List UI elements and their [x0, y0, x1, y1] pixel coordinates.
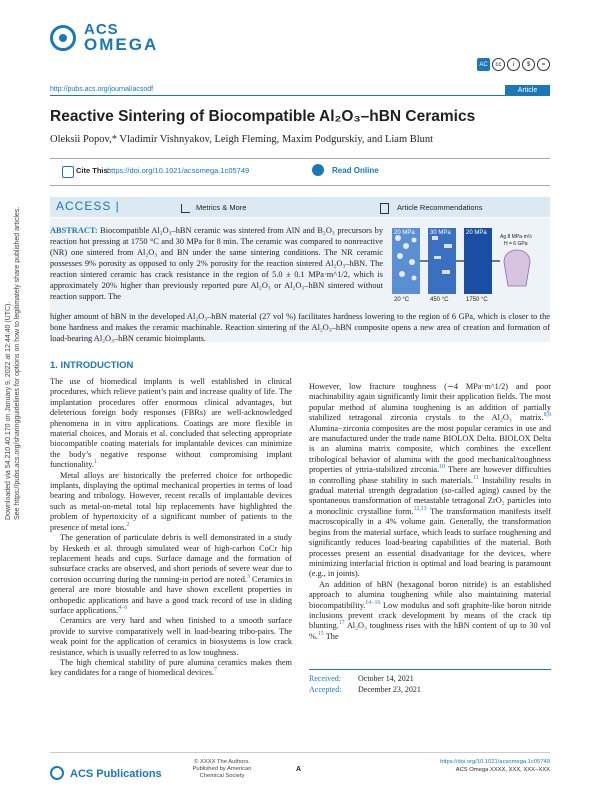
toc-label-5: 1750 °C: [466, 297, 488, 303]
cc-nd-icon[interactable]: =: [537, 58, 550, 71]
citation-link[interactable]: 2: [126, 521, 130, 528]
journal-url-link[interactable]: http://pubs.acs.org/journal/acsodf: [50, 86, 154, 93]
citation-link[interactable]: 3: [246, 573, 250, 580]
metrics-link[interactable]: Metrics & More: [196, 203, 247, 212]
citation-link[interactable]: 15: [318, 630, 324, 637]
footer-divider: [50, 752, 550, 753]
header-divider: [50, 95, 550, 96]
abstract-body-1: Biocompatible Al₂O₃–hBN ceramic was sintered from AlN and B₂O₃ precursors by reaction hot pressing at 1750 °C and 30 MPa for 8 min. The ceramic was compared to nonreactive (NR) one sintered from Al₂O₃ and BN under the same sintering conditions. The NR ceramic possesses 9% porosity as opposed to only 2% porosity for the reaction sintered Al₂O₃–hBN. The reaction sintered ceramic has crack resistance in the region of 5.0 ± 0.1 MPa·m^1/2, which is approximately 20% higher than previously reported pure Al₂O₃ or Al₂O₃–hBN sintered without reaction support. The: [50, 226, 383, 302]
cite-icon: [62, 166, 74, 178]
download-note: [4, 207, 22, 520]
doi-link[interactable]: https://doi.org/10.1021/acsomega.1c05749: [107, 166, 250, 175]
citation-link[interactable]: 8,9: [543, 412, 551, 419]
cite-label: Cite This:: [76, 166, 111, 175]
acs-publications-logo[interactable]: ACS Publications: [70, 768, 162, 780]
read-online-link[interactable]: Read Online: [332, 166, 379, 175]
copyright-notice: © XXXX The Authors. Published by American Chemical Society: [192, 759, 252, 779]
footer-journal-citation: ACS Omega XXXX, XXX, XXX−XXX: [455, 766, 550, 773]
author-list: Oleksii Popov,* Vladimir Vishnyakov, Leigh Fleming, Maxim Podgurskiy, and Liam Blunt: [50, 134, 434, 145]
received-date: Received: October 14, 2021: [309, 674, 414, 683]
recommendations-icon[interactable]: [380, 203, 389, 214]
journal-logo[interactable]: [84, 22, 158, 52]
citation-link[interactable]: 4−6: [118, 605, 128, 612]
toc-label-1: 30 MPa: [430, 230, 451, 236]
paragraph: However, low fracture toughness (∼4 MPa·m^1/2) and poor machinability again significantly limit their application fields. The most popular method of alumina toughening is an addition of partially stabilized tetragonal zirconia crystals to the Al₂O₃ matrix.$^{8,9}$ Alumina−zirconia composites are the most popular ceramics in use and are manufactured under the trade name BIOLOX Delta. BIOLOX Delta is an alumina matrix composite, which combines the excellent tribological behavior of alumina with the good mechanical/toughness properties of yttria-stabilized zirconia.$^{10}$ There are however difficulties in controlling phase stability in such materials.$^{11}$ Instability results in gradual material strength degradation (so-called aging) caused by the spontaneous transformation of metastable tetragonal ZrO₂ particles into a monoclinic crystalline form.$^{12,13}$ The transformation manifests itself macroscopically in a 4% volume gain. Generally, the transformation begins from the material surface, which leads to surface roughening and significantly reduces load-bearing capabilities of the material. Both processes present an essential disadvantage for the devices, where minimizing interfacial friction is optimal and load bearing is paramount (e.g., in joints).: [309, 382, 552, 579]
citation-link[interactable]: 7: [214, 667, 217, 674]
toc-label-4: 450 °C: [430, 297, 449, 303]
body-column-right: [309, 382, 551, 642]
acs-publications-icon[interactable]: [50, 766, 64, 780]
paragraph: The use of biomedical implants is well established in clinical procedures, which relieve patient’s pain and increase quality of life. The implantation procedures offer enormous clinical advantages, but deleterious foreign body responses (FBRs) are well-acknowledged phenomena in in vitro applications. Coatings are more flexible in material choices, and Morais et al. concluded that selecting appropriate biocompatible coating materials for implantable devices can minimize the body’s negative response without compromising implant functionality.$^1$: [50, 377, 292, 470]
accepted-date: Accepted: December 23, 2021: [309, 684, 421, 694]
download-note-line1: Downloaded via 54.210.40.170 on January 9, 2022 at 12:44:40 (UTC).: [5, 301, 12, 520]
read-online-icon[interactable]: [312, 164, 324, 176]
toc-graphic: [392, 226, 542, 304]
paragraph: The high chemical stability of pure alumina ceramics makes them key candidates for a range of biomedical devices.$^7$: [50, 657, 292, 678]
abstract-heading: ABSTRACT:: [50, 226, 98, 235]
toc-label-3: 20 °C: [394, 297, 410, 303]
citation-link[interactable]: 14−16: [365, 599, 381, 606]
footer-citation: [440, 759, 550, 774]
cc-icon[interactable]: cc: [492, 58, 505, 71]
toc-panel-3: [464, 228, 492, 294]
license-icons[interactable]: [477, 58, 550, 71]
section-heading-introduction: 1. INTRODUCTION: [50, 360, 134, 371]
toc-label-0: 20 MPa: [394, 230, 415, 236]
acs-logo-icon: [50, 25, 76, 51]
paragraph: The generation of particulate debris is well demonstrated in a study by Hesketh et al. through simulated wear of high-carbon CoCr hip replacement heads and cups. Surface damage and the formation of subsurface cracks are observed, and short periods of severe wear due to corrosion occurring during the running-in period are noted.$^3$ Ceramics in general are more biostable and have shown excellent properties in orthopedic applications and have a good track record of use in sliding surface applications.$^{4-6}$: [50, 533, 292, 615]
download-note-line2[interactable]: See https://pubs.acs.org/sharingguidelines for options on how to legitimately share published articles.: [14, 206, 21, 520]
cc-by-icon[interactable]: i: [507, 58, 520, 71]
citation-link[interactable]: 11: [472, 474, 479, 481]
article-dates: [309, 669, 551, 696]
metrics-icon[interactable]: [181, 204, 190, 213]
citation-link[interactable]: 10: [439, 464, 445, 471]
toc-label-2: 20 MPa: [466, 230, 487, 236]
toc-implant-shape: [504, 250, 530, 286]
article-title: Reactive Sintering of Biocompatible Al₂O₃–hBN Ceramics: [50, 108, 476, 125]
toc-tag-bottom: H = 6 GPa: [504, 241, 528, 247]
journal-logo-line1: ACS: [84, 21, 119, 38]
body-column-left: [50, 377, 292, 679]
paragraph: Metal alloys are historically the preferred choice for orthopedic implants, displaying the optimal mechanical properties in terms of load bearing and tribology. However, recent recalls of implantable devices such as metal-on-metal total hip replacements have highlighted the problem of hypertoxicity of a significant number of patients to the presence of metal ions.$^2$: [50, 470, 292, 532]
abstract-text: [50, 225, 383, 302]
abstract-text-continued: higher amount of hBN in the developed Al₂O₃–hBN material (27 vol %) facilitates hardness lowering to the region of 6 GPa, which is closer to the bone hardness and makes the ceramic machinable. Reaction sintering of the Al₂O₃–hBN composite opens a new area of creation and formation of load-bearing Al₂O₃–hBN ceramic bioimplants.: [50, 312, 550, 344]
footer-doi-link[interactable]: https://doi.org/10.1021/acsomega.1c05749: [440, 759, 550, 765]
cc-nc-icon[interactable]: $: [522, 58, 535, 71]
recommendations-link[interactable]: Article Recommendations: [397, 203, 483, 212]
acs-authorchoice-icon[interactable]: AC: [477, 58, 490, 71]
journal-logo-line2: OMEGA: [84, 35, 159, 54]
citation-link[interactable]: 12,13: [413, 506, 427, 513]
paragraph: Ceramics are very hard and when finished to a smooth surface provide to survive comparatively well in load-bearing tribo-pairs. The weak point for the application of ceramics in biosystems is low crack resistance, which is usually referred to as low toughness.: [50, 616, 292, 657]
access-label: ACCESS |: [56, 199, 120, 213]
citation-link[interactable]: 1: [93, 459, 97, 466]
citation-link[interactable]: 17: [338, 620, 345, 627]
page-number: A: [296, 766, 302, 773]
article-type-badge: Article: [505, 85, 550, 96]
paragraph: An addition of hBN (hexagonal boron nitride) is an established approach to alumina toughening while also maintaining material biocompatibility.$^{14-16}$ Low modulus and soft graphite-like boron nitride inclusions prevent crack development by means of the crack tip blunting.$^{17}$ Al₂O₃ toughness rises with the hBN content of up to 30 vol %.$^{15}$ The: [309, 579, 551, 641]
toc-tag-top: Ag 8 MPa·m½: [500, 234, 532, 240]
